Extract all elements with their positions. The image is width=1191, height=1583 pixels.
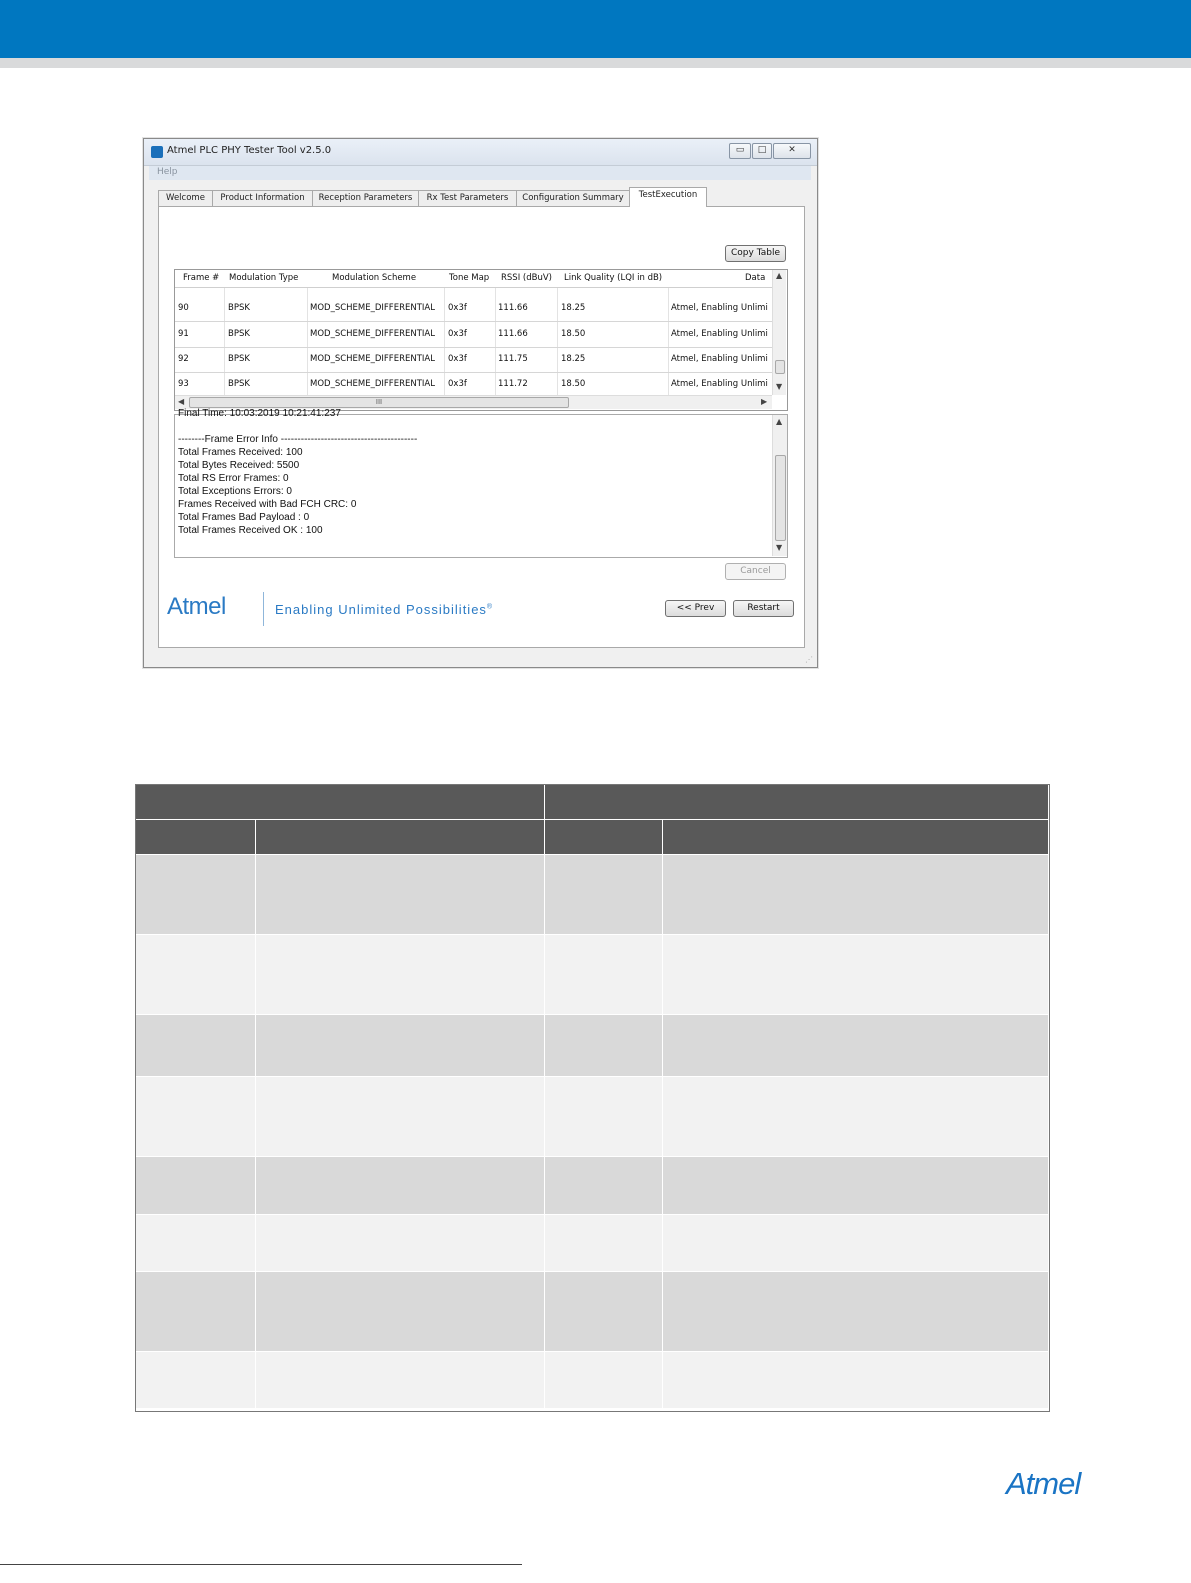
cell-modulation-scheme: MOD_SCHEME_DIFFERENTIAL <box>310 354 435 364</box>
log-line: Frames Received with Bad FCH CRC: 0 <box>178 499 357 510</box>
log-line: Total Frames Received OK : 100 <box>178 525 323 536</box>
column-header-modulation-scheme[interactable]: Modulation Scheme <box>332 273 417 283</box>
column-header-modulation-type[interactable]: Modulation Type <box>229 273 299 283</box>
table-cell <box>663 1157 1049 1215</box>
cell-link-quality: 18.25 <box>561 303 586 313</box>
results-grid[interactable] <box>174 269 788 411</box>
cell-frame: 92 <box>178 354 189 364</box>
column-header-frame[interactable]: Frame # <box>183 273 220 283</box>
log-line: Total Frames Bad Payload : 0 <box>178 512 310 523</box>
cell-link-quality: 18.50 <box>561 379 586 389</box>
cell-data: Atmel, Enabling Unlimi <box>671 329 768 339</box>
tab-reception-parameters[interactable]: Reception Parameters <box>312 190 419 206</box>
grid-horizontal-scrollbar[interactable] <box>175 395 772 409</box>
log-scroll-thumb[interactable] <box>775 455 786 541</box>
table-row[interactable] <box>175 296 772 322</box>
footer-rule <box>0 1564 522 1565</box>
prev-button[interactable]: << Prev <box>665 600 726 617</box>
tagline-text: Enabling Unlimited Possibilities <box>275 602 487 617</box>
cell-modulation-type: BPSK <box>228 354 250 364</box>
log-line: Total Frames Received: 100 <box>178 447 303 458</box>
top-banner-rule <box>0 58 1191 68</box>
table-cell <box>136 1215 256 1272</box>
cell-rssi: 111.66 <box>498 329 528 339</box>
menu-bar <box>149 166 811 180</box>
cell-frame: 93 <box>178 379 189 389</box>
table-cell <box>136 1077 256 1157</box>
logo-divider <box>263 592 264 626</box>
table-cell <box>136 855 256 935</box>
table-cell <box>545 1352 663 1409</box>
tagline-mark: ® <box>486 603 494 611</box>
footer-atmel-logo: Atmel <box>1006 1466 1081 1501</box>
tab-test-execution[interactable]: TestExecution <box>629 187 707 207</box>
column-header-tone-map[interactable]: Tone Map <box>449 273 490 283</box>
table-cell <box>256 1272 545 1352</box>
cell-modulation-type: BPSK <box>228 303 250 313</box>
table-header-cell <box>136 820 256 855</box>
table-cell <box>545 1077 663 1157</box>
resize-grip-icon[interactable]: ⋰ <box>805 655 813 664</box>
scroll-right-icon[interactable]: ▶ <box>761 397 768 406</box>
cell-rssi: 111.72 <box>498 379 528 389</box>
cell-tone-map: 0x3f <box>448 379 467 389</box>
menu-help[interactable]: Help <box>157 167 178 177</box>
log-output[interactable] <box>174 408 788 558</box>
table-row[interactable] <box>175 347 772 373</box>
table-cell <box>663 855 1049 935</box>
table-cell <box>545 855 663 935</box>
cell-link-quality: 18.50 <box>561 329 586 339</box>
table-cell <box>256 855 545 935</box>
cell-modulation-scheme: MOD_SCHEME_DIFFERENTIAL <box>310 303 435 313</box>
table-cell <box>663 935 1049 1015</box>
table-header-cell <box>136 785 545 820</box>
scroll-left-icon[interactable]: ◀ <box>178 397 185 406</box>
log-vertical-scrollbar[interactable] <box>772 415 787 556</box>
log-line: --------Frame Error Info ----------------------------------------- <box>178 434 418 445</box>
tagline <box>275 602 493 617</box>
cell-data: Atmel, Enabling Unlimi <box>671 303 768 313</box>
log-line: Total Exceptions Errors: 0 <box>178 486 292 497</box>
tab-rx-test-parameters[interactable]: Rx Test Parameters <box>418 190 517 206</box>
table-cell <box>256 1015 545 1077</box>
cell-modulation-type: BPSK <box>228 379 250 389</box>
atmel-logo: Atmel <box>167 593 226 620</box>
table-header-cell <box>663 820 1049 855</box>
table-cell <box>256 1352 545 1409</box>
table-cell <box>136 1272 256 1352</box>
close-button[interactable]: ✕ <box>773 143 811 159</box>
tab-product-information[interactable]: Product Information <box>212 190 313 206</box>
app-window <box>143 138 818 668</box>
table-cell <box>663 1015 1049 1077</box>
column-header-link-quality[interactable]: Link Quality (LQI in dB) <box>564 273 663 283</box>
table-cell <box>136 1157 256 1215</box>
table-cell <box>136 935 256 1015</box>
table-header-cell <box>256 820 545 855</box>
table-cell <box>256 1077 545 1157</box>
scroll-down-icon[interactable]: ▼ <box>776 382 783 391</box>
scroll-up-icon[interactable]: ▲ <box>776 417 783 426</box>
cell-data: Atmel, Enabling Unlimi <box>671 379 768 389</box>
app-icon <box>151 146 163 158</box>
table-cell <box>545 1157 663 1215</box>
cell-data: Atmel, Enabling Unlimi <box>671 354 768 364</box>
log-line: Total Bytes Received: 5500 <box>178 460 300 471</box>
cell-rssi: 111.75 <box>498 354 528 364</box>
cancel-button[interactable]: Cancel <box>725 563 786 580</box>
cell-modulation-type: BPSK <box>228 329 250 339</box>
cell-tone-map: 0x3f <box>448 354 467 364</box>
table-cell <box>256 1215 545 1272</box>
log-line: Total RS Error Frames: 0 <box>178 473 289 484</box>
cell-tone-map: 0x3f <box>448 329 467 339</box>
tab-configuration-summary[interactable]: Configuration Summary <box>516 190 630 206</box>
top-banner <box>0 0 1191 58</box>
tab-welcome[interactable]: Welcome <box>158 190 213 206</box>
table-cell <box>136 1015 256 1077</box>
scroll-up-icon[interactable]: ▲ <box>776 271 783 280</box>
table-cell <box>663 1077 1049 1157</box>
table-cell <box>136 1352 256 1409</box>
log-line: Final Time: 10:03:2019 10:21:41:237 <box>178 408 341 419</box>
cell-rssi: 111.66 <box>498 303 528 313</box>
grid-vertical-scrollbar[interactable] <box>772 270 786 395</box>
table-header-cell <box>545 785 1049 820</box>
column-header-rssi[interactable]: RSSI (dBuV) <box>501 273 552 283</box>
cell-modulation-scheme: MOD_SCHEME_DIFFERENTIAL <box>310 329 435 339</box>
cell-frame: 91 <box>178 329 189 339</box>
table-cell <box>256 1157 545 1215</box>
table-cell <box>663 1272 1049 1352</box>
cell-tone-map: 0x3f <box>448 303 467 313</box>
table-cell <box>256 935 545 1015</box>
grid-vertical-scroll-thumb[interactable] <box>775 360 785 374</box>
cell-link-quality: 18.25 <box>561 354 586 364</box>
grid-horizontal-scroll-thumb[interactable]: III <box>189 397 569 408</box>
table-cell <box>663 1352 1049 1409</box>
table-cell <box>545 935 663 1015</box>
restart-button[interactable]: Restart <box>733 600 794 617</box>
table-row[interactable] <box>175 322 772 348</box>
header-divider <box>175 287 775 288</box>
test-execution-panel <box>158 206 805 648</box>
maximize-button[interactable]: □ <box>752 143 772 159</box>
table-header-cell <box>545 820 663 855</box>
minimize-button[interactable]: ▭ <box>729 143 751 159</box>
scroll-down-icon[interactable]: ▼ <box>776 543 783 552</box>
title-bar[interactable] <box>144 139 817 166</box>
cell-modulation-scheme: MOD_SCHEME_DIFFERENTIAL <box>310 379 435 389</box>
table-cell <box>663 1215 1049 1272</box>
window-title: Atmel PLC PHY Tester Tool v2.5.0 <box>167 145 332 156</box>
table-cell <box>545 1215 663 1272</box>
document-table <box>135 784 1050 1412</box>
column-header-data[interactable]: Data <box>745 273 766 283</box>
copy-table-button[interactable]: Copy Table <box>725 245 786 262</box>
table-cell <box>545 1272 663 1352</box>
table-cell <box>545 1015 663 1077</box>
cell-frame: 90 <box>178 303 189 313</box>
